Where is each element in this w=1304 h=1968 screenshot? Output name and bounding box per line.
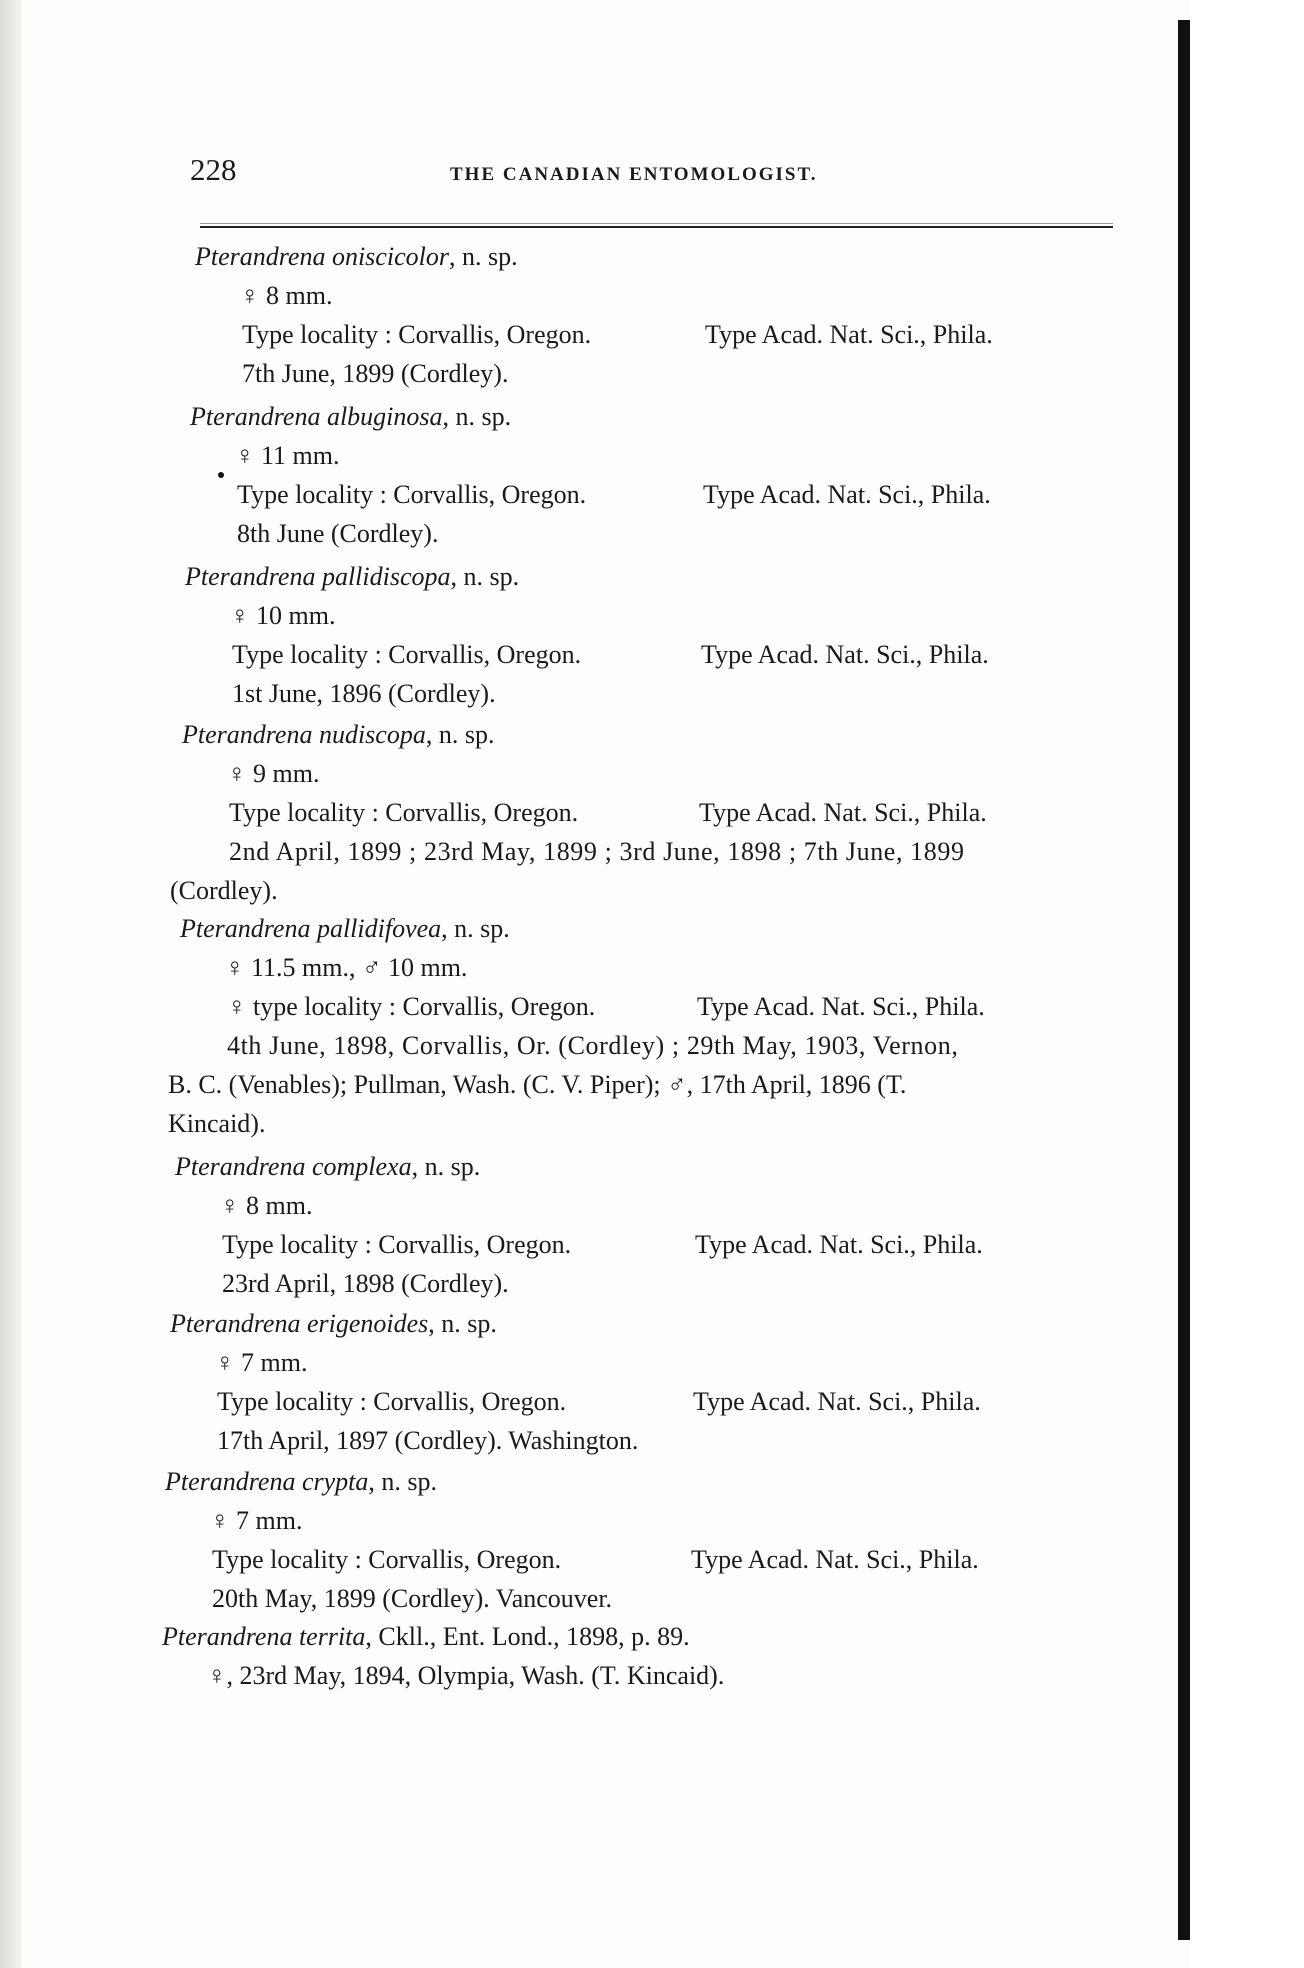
- type-locality: ♀ type locality : Corvallis, Oregon.: [227, 992, 596, 1021]
- collection-note: 7th June, 1899 (Cordley).: [242, 359, 509, 388]
- species-heading: [185, 560, 519, 594]
- collection-note: 20th May, 1899 (Cordley). Vancouver.: [212, 1584, 613, 1613]
- species-name: Pterandrena complexa: [175, 1152, 412, 1181]
- page-gutter-shadow: [1178, 20, 1190, 1940]
- header-rule-thin: [200, 223, 1113, 224]
- collection-note: 23rd April, 1898 (Cordley).: [222, 1269, 509, 1298]
- type-repository: Type Acad. Nat. Sci., Phila.: [691, 1545, 979, 1574]
- specimen-size: ♀ 11.5 mm., ♂ 10 mm.: [225, 953, 468, 982]
- species-name: Pterandrena erigenoides: [170, 1309, 429, 1338]
- specimen-size: ♀, 23rd May, 1894, Olympia, Wash. (T. Kincaid).: [207, 1661, 725, 1690]
- species-name: Pterandrena albuginosa: [190, 402, 443, 431]
- specimen-size: ♀ 10 mm.: [230, 601, 336, 630]
- running-title: THE CANADIAN ENTOMOLOGIST.: [450, 164, 818, 185]
- species-name: Pterandrena pallidifovea: [180, 914, 442, 943]
- species-heading: [170, 1307, 497, 1341]
- species-name: Pterandrena territa: [162, 1622, 366, 1651]
- specimen-size: ♀ 7 mm.: [215, 1348, 308, 1377]
- page-header: [190, 152, 1115, 192]
- species-name: Pterandrena crypta: [165, 1467, 369, 1496]
- print-speck: [218, 472, 224, 478]
- species-name: Pterandrena pallidiscopa: [185, 562, 451, 591]
- type-repository: Type Acad. Nat. Sci., Phila.: [695, 1230, 983, 1259]
- species-suffix: , n. sp.: [425, 720, 495, 749]
- collection-note: 4th June, 1898, Corvallis, Or. (Cordley) ; 29th May, 1903, Vernon,: [227, 1031, 959, 1060]
- species-suffix: , n. sp.: [411, 1152, 481, 1181]
- type-locality: Type locality : Corvallis, Oregon.: [217, 1387, 567, 1416]
- type-repository: Type Acad. Nat. Sci., Phila.: [699, 798, 987, 827]
- species-suffix: , n. sp.: [441, 914, 510, 943]
- type-locality: Type locality : Corvallis, Oregon.: [232, 640, 582, 669]
- type-locality: Type locality : Corvallis, Oregon.: [229, 798, 579, 827]
- type-repository: Type Acad. Nat. Sci., Phila.: [701, 640, 989, 669]
- species-suffix: , n. sp.: [368, 1467, 438, 1496]
- specimen-size: ♀ 8 mm.: [240, 281, 333, 310]
- type-repository: Type Acad. Nat. Sci., Phila.: [693, 1387, 981, 1416]
- species-suffix: , Ckll., Ent. Lond., 1898, p. 89.: [365, 1622, 690, 1651]
- species-heading: [190, 400, 511, 434]
- collection-note: 1st June, 1896 (Cordley).: [232, 679, 496, 708]
- collection-note: (Cordley).: [170, 876, 278, 905]
- specimen-size: ♀ 11 mm.: [235, 441, 340, 470]
- species-heading: [195, 240, 518, 274]
- type-repository: Type Acad. Nat. Sci., Phila.: [703, 480, 991, 509]
- species-heading: [182, 718, 494, 752]
- species-heading: [180, 912, 510, 946]
- specimen-size: ♀ 8 mm.: [220, 1191, 313, 1220]
- species-name: Pterandrena oniscicolor: [195, 242, 449, 271]
- type-locality: Type locality : Corvallis, Oregon.: [242, 320, 592, 349]
- species-suffix: , n. sp.: [442, 402, 512, 431]
- page-left-edge: [0, 0, 22, 1968]
- collection-note: 2nd April, 1899 ; 23rd May, 1899 ; 3rd June, 1898 ; 7th June, 1899: [229, 837, 965, 866]
- type-repository: Type Acad. Nat. Sci., Phila.: [705, 320, 993, 349]
- species-suffix: , n. sp.: [428, 1309, 497, 1338]
- species-heading: [175, 1150, 480, 1184]
- species-heading: [165, 1465, 437, 1499]
- header-rule: [200, 226, 1113, 228]
- species-suffix: , n. sp.: [450, 562, 520, 591]
- page-number: 228: [190, 152, 237, 187]
- specimen-size: ♀ 9 mm.: [227, 759, 320, 788]
- type-locality: Type locality : Corvallis, Oregon.: [237, 480, 587, 509]
- collection-note: Kincaid).: [168, 1109, 266, 1138]
- type-repository: Type Acad. Nat. Sci., Phila.: [697, 992, 985, 1021]
- collection-note: 8th June (Cordley).: [237, 519, 439, 548]
- type-locality: Type locality : Corvallis, Oregon.: [222, 1230, 572, 1259]
- species-heading: [162, 1620, 690, 1654]
- page-margin-right: [1190, 0, 1304, 1968]
- species-name: Pterandrena nudiscopa: [182, 720, 426, 749]
- type-locality: Type locality : Corvallis, Oregon.: [212, 1545, 562, 1574]
- species-suffix: , n. sp.: [448, 242, 518, 271]
- collection-note: B. C. (Venables); Pullman, Wash. (C. V. Piper); ♂, 17th April, 1896 (T.: [168, 1070, 907, 1099]
- collection-note: 17th April, 1897 (Cordley). Washington.: [217, 1426, 639, 1455]
- specimen-size: ♀ 7 mm.: [210, 1506, 303, 1535]
